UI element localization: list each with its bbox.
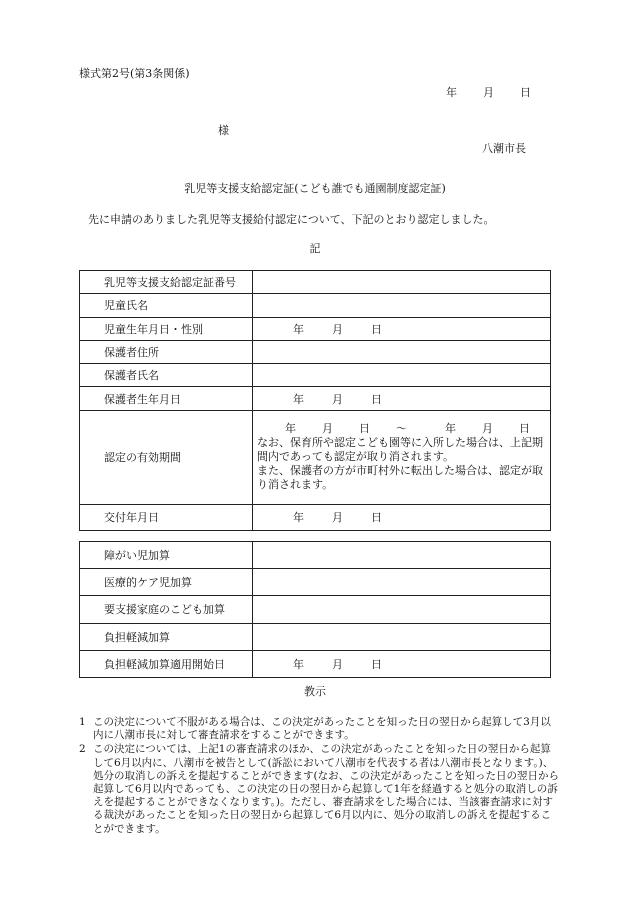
row-label: 医療的ケア児加算 (80, 569, 253, 596)
list-item (79, 743, 559, 835)
month-label: 月 (332, 511, 343, 525)
date-month: 月 (483, 86, 494, 99)
date-day: 日 (520, 86, 531, 99)
month-label: 月 (332, 392, 343, 406)
ki-heading: 記 (309, 242, 321, 255)
table-row (80, 271, 551, 294)
year-label: 年 (285, 422, 296, 436)
row-label: 障がい児加算 (80, 542, 253, 569)
table-row (80, 364, 551, 387)
day-label: 日 (371, 511, 382, 525)
form-number: 様式第2号(第3条関係) (79, 67, 190, 80)
note-text: この決定については、上記1の審査請求のほか、この決定があったことを知った日の翌日から起算して6月以内に、八潮市を被告として(訴訟において八潮市を代表する者は八潮市長となります。)、処分の取消しの訴えを提起することができます(なお、この決定があったことを知った日の翌日から起算して6月以内であっても、この決定の日の翌日から起算して1年を経過すると処分の取消しの訴えを提起することができなくなります。)。ただし、審査請求をした場合には、当該審査請求に対する裁決があったことを知った日の翌日から起算して6月以内に、処分の取消しの訴えを提起することができます。 (93, 743, 559, 835)
table-row (80, 294, 551, 317)
issue-date-field (253, 504, 551, 530)
validity-dates (257, 422, 550, 436)
date-year: 年 (446, 86, 457, 99)
table-row (80, 387, 551, 410)
intro-text: 先に申請のありました乳児等支援給付認定について、下記のとおり認定しました。 (88, 213, 495, 226)
burden-reduction-field (253, 623, 551, 650)
table-row (80, 504, 551, 530)
year-label: 年 (293, 657, 304, 671)
guardian-name-field (253, 364, 551, 387)
burden-reduction-start-field (253, 650, 551, 677)
disability-addition-field (253, 542, 551, 569)
row-label: 負担軽減加算 (80, 623, 253, 650)
row-label: 児童氏名 (80, 294, 253, 317)
month-label: 月 (332, 322, 343, 336)
row-label: 認定の有効期間 (80, 410, 253, 504)
table-row (80, 569, 551, 596)
certification-table (79, 270, 551, 531)
list-item (79, 716, 559, 742)
instructions-list (79, 716, 559, 837)
day-label: 日 (519, 422, 530, 436)
table-row (80, 650, 551, 677)
month-label: 月 (482, 422, 493, 436)
note-text: この決定について不服がある場合は、この決定があったことを知った日の翌日から起算して3月以内に八潮市長に対して審査請求をすることができます。 (93, 716, 551, 742)
issue-date-line (446, 84, 531, 100)
range-tilde: ～ (396, 422, 407, 436)
kyoji-heading: 教示 (304, 685, 326, 698)
day-label: 日 (359, 422, 370, 436)
validity-note-1: なお、保育所や認定こども園等に入所した場合は、上記期間内であっても認定が取り消されます。 (257, 436, 543, 464)
guardian-address-field (253, 340, 551, 363)
year-label: 年 (445, 422, 456, 436)
year-label: 年 (293, 511, 304, 525)
row-label: 負担軽減加算適用開始日 (80, 650, 253, 677)
day-label: 日 (371, 322, 382, 336)
table-row (80, 623, 551, 650)
support-family-addition-field (253, 596, 551, 623)
row-label: 保護者住所 (80, 340, 253, 363)
child-birthdate-field (253, 317, 551, 340)
table-row (80, 317, 551, 340)
addressee-suffix: 様 (218, 124, 229, 137)
day-label: 日 (371, 657, 382, 671)
guardian-birthdate-field (253, 387, 551, 410)
row-label: 要支援家庭のこども加算 (80, 596, 253, 623)
year-label: 年 (293, 322, 304, 336)
child-name-field (253, 294, 551, 317)
table-row (80, 596, 551, 623)
row-label: 児童生年月日・性別 (80, 317, 253, 340)
row-label: 交付年月日 (80, 504, 253, 530)
additions-table (79, 541, 551, 678)
note-number: 2 (79, 743, 86, 756)
year-label: 年 (293, 392, 304, 406)
row-label: 保護者氏名 (80, 364, 253, 387)
validity-note-2: また、保護者の方が市町村外に転出した場合は、認定が取り消されます。 (257, 464, 543, 492)
month-label: 月 (332, 657, 343, 671)
row-label: 保護者生年月日 (80, 387, 253, 410)
row-label: 乳児等支援支給認定証番号 (80, 271, 253, 294)
table-row (80, 340, 551, 363)
day-label: 日 (371, 392, 382, 406)
table-row (80, 410, 551, 504)
certificate-number-field (253, 271, 551, 294)
issuer: 八潮市長 (482, 142, 526, 155)
validity-period-field (253, 410, 551, 504)
medical-care-addition-field (253, 569, 551, 596)
note-number: 1 (79, 716, 86, 728)
table-row (80, 542, 551, 569)
month-label: 月 (322, 422, 333, 436)
document-title: 乳児等支援支給認定証(こども誰でも通園制度認定証) (184, 182, 446, 195)
